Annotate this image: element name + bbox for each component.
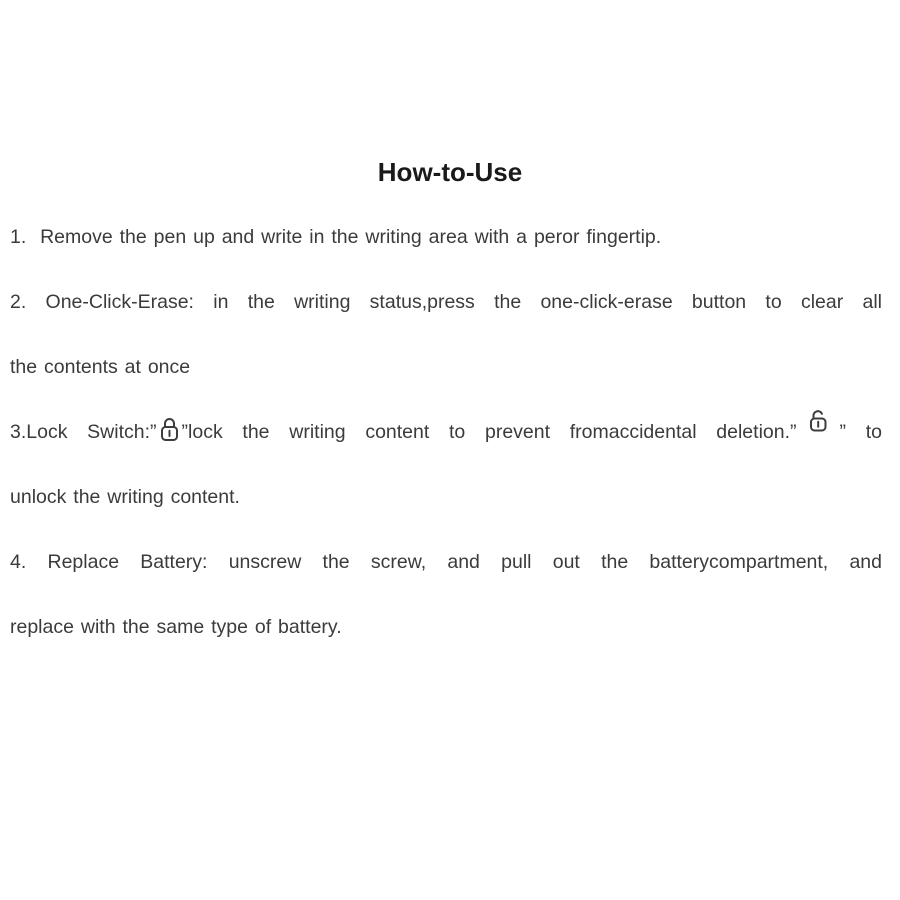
instructions-body bbox=[0, 205, 900, 660]
step3-line2: unlock the writing content. bbox=[10, 486, 240, 508]
open-padlock-icon bbox=[807, 406, 831, 432]
step3-text-middle: ”lock the writing content to prevent fromaccidental deletion.” bbox=[181, 421, 797, 443]
step3-text-prefix: 3.Lock Switch:” bbox=[10, 421, 157, 443]
step3-line1 bbox=[10, 400, 882, 465]
step3-text-suffix: ” to bbox=[839, 421, 882, 443]
step4-line1: 4. Replace Battery: unscrew the screw, and pull out the batterycompartment, and bbox=[10, 551, 882, 573]
step2-line1: 2. One-Click-Erase: in the writing status,press the one-click-erase button to clear all bbox=[10, 291, 882, 313]
step2-line2: the contents at once bbox=[10, 356, 191, 378]
step1-line1: 1. Remove the pen up and write in the writing area with a peror fingertip. bbox=[10, 226, 662, 248]
step4-line2: replace with the same type of battery. bbox=[10, 616, 342, 638]
page-title: How-to-Use bbox=[377, 157, 523, 187]
closed-padlock-icon bbox=[159, 415, 180, 442]
